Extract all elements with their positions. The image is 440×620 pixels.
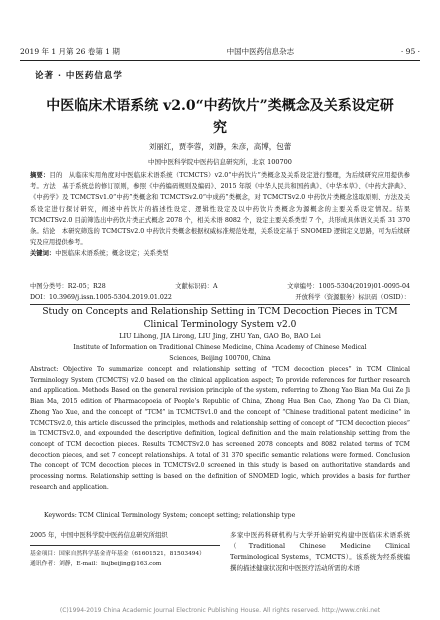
footnote [30,545,220,569]
clc-number: 中图分类号：R2-05；R28 [30,283,106,290]
funding-note: 基金项目：国家自然科学基金青年基金（61601521，81503494） [30,551,205,557]
abstract-text: 目的 从临床实用角度对中医临床术语系统（TCMCTS）v2.0“中药饮片”类概念及关系设定进行整理，为后续研究应用提供参考。方法 基于系统总的修订原则，参照《中药编码规则及编码》、2015 年版《中华人民共和国药典》、《中华本草》、《中药大辞典》、《中药学》及 TCMCTSv1.0“中药”类概念和 TCMCTSv2.0“中成药”类概念，对 TCMCTSv2.0 中药饮片类概念选取原则、方法及关系设定进行探讨研究，阐述中药饮片的描述性设定、逻辑性设定及以中药饮片类概念为源概念的主要关系设定情况。结果 TCMCTSv2.0 目前筛选出中药饮片类正式概念 2078 个，相关术语 8082 个，设定主要关系类型 7 个，共形成具体语义关系 31 370 条。结论 本研究筛选的 TCMCTSv2.0 中药饮片类概念根据权威标准规范处理，关系设定基于 SNOMED 逻辑定义思路，可为后续研究及应用提供参考。 [30,172,417,247]
document-code: 文献标识码：A [175,283,218,290]
divider [30,304,410,305]
doi: DOI：10.3969/j.issn.1005-5304.2019.01.022 [30,294,172,301]
correspondence-note: 通讯作者：刘静，E-mail：liujbeijing@163.com [30,561,162,567]
english-abstract: Abstract: Objective To summarize concept and relationship setting of “TCM decoction pieces” in TCM Clinical Terminology System (TCMCTS) v2.0 based on the clinical application aspect; To provide references for further research and application. Methods Based on the general revision principle of the system, referring to Zhong Yao Bian Ma Gui Ze Ji Bian Ma, 2015 edition of Pharmacopoeia of People’s Republic of China, Zhong Hua Ben Cao, Zhong Yao Da Ci Dian, Zhong Yao Xue, and the concept of “TCM” in TCMCTSv1.0 and the concept of “Chinese traditional patent medicine” in TCMCTSv2.0, this article discussed the principles, methods and relationship setting of concept of “TCM decoction pieces” in TCMCTSv2.0, and expounded the descriptive definition, logical definition and the main relationship setting from the concept of TCM decoction pieces. Results TCMCTSv2.0 has screened 2078 concepts and 8082 related terms of TCM decoction pieces, and set 7 concept relationships. A total of 31 370 specific semantic relations were formed. Conclusion The concept of TCM decoction pieces in TCMCTSv2.0 screened in this study is based on authoritative standards and processing norms. Relationship setting is based on the definition of SNOMED logic, which provides a basis for further research and application. [30,366,410,491]
chinese-abstract [30,170,417,260]
copyright-footer: (C)1994-2019 China Academic Journal Electronic Publishing House. All rights reserved. http://www.cnki.net [59,607,381,614]
english-title: Study on Concepts and Relationship Setting in TCM Decoction Pieces in TCM Clinical Terminology System v2.0 [42,307,398,330]
journal-name: 中国中医药信息杂志 [226,46,295,56]
page-number: · 95 · [400,46,420,56]
author-list: 刘丽红，贾李蓉，刘静，朱彦，高博，包蕾 [148,142,292,151]
running-header [20,44,420,61]
english-authors: LIU Lihong, JIA Lirong, LIU Jing, ZHU Yan, GAO Bo, BAO Lei [119,332,321,340]
keywords-text: 中医临床术语系统；概念设定；关系类型 [55,250,169,258]
classification-row [30,281,410,292]
section-tag: 论著 · 中医药信息学 [35,71,123,81]
english-keywords: Keywords: TCM Clinical Terminology System; concept setting; relationship type [44,512,296,519]
keywords-label: 关键词： [30,250,56,258]
left-column [30,530,220,569]
intro-paragraph: 2005 年，中国中医科学院中医药信息研究所组织 [30,532,168,539]
issue-info: 2019 年 1 月第 26 卷第 1 期 [20,46,120,56]
article-number: 文章编号：1005-5304(2019)01-0095-04 [287,283,410,290]
right-column-text: 多家中医药科研机构与大学开始研究构建中医临床术语系统（Traditional Chinese Medicine Clinical Terminological Systems，TCMCTS）。该系统为经系统编撰的描述健康状况和中医医疗活动所需的术语 [230,531,410,572]
doi-row [30,292,410,303]
article-title: 中医临床术语系统 v2.0“中药饮片”类概念及关系设定研究 [46,98,394,136]
affiliation: 中国中医科学院中医药信息研究所，北京 100700 [148,158,292,166]
english-affiliation: Institute of Information on Traditional Chinese Medicine, China Academy of Chinese Medical Sciences, Beijing 100700, China [73,344,367,362]
abstract-label: 摘要： [30,172,50,179]
osid-label: 开放科学（资源服务）标识码（OSID）： [295,294,410,301]
